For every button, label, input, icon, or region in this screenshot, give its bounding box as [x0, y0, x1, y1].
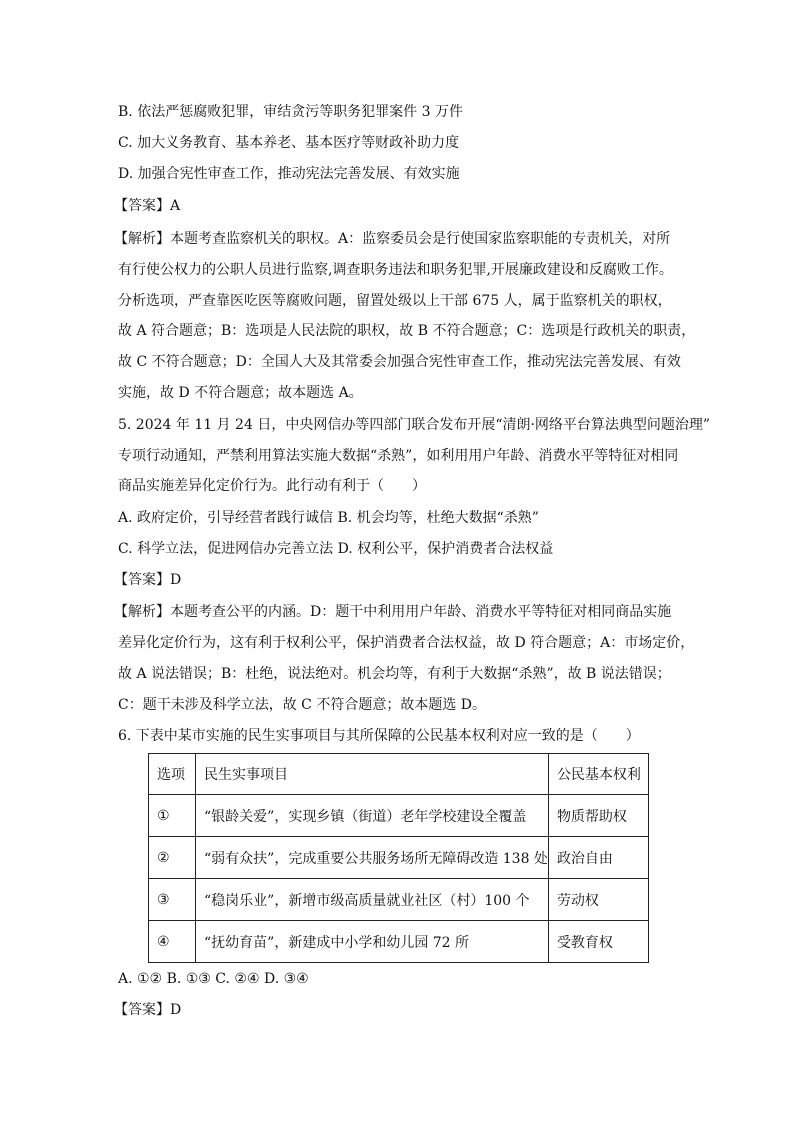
analysis-line: 故 A 说法错误；B：杜绝，说法绝对。机会均等，有利于大数据“杀熟”，故 B 说法错误；: [118, 666, 671, 682]
table-cell: 受教育权: [548, 921, 648, 963]
table-cell: 政治自由: [548, 837, 648, 879]
rights-table: [148, 753, 649, 963]
header-cell: 选项: [149, 754, 196, 795]
q5-answer: 【答案】D: [114, 572, 182, 588]
q6-answer: 【答案】D: [114, 1002, 182, 1018]
analysis-line: 故 A 符合题意；B：选项是人民法院的职权，故 B 不符合题意；C：选项是行政机关的职责，: [118, 323, 696, 339]
table-row: [149, 837, 649, 879]
table-row: [149, 879, 649, 921]
analysis-line: 有行使公权力的公职人员进行监察,调查职务违法和职务犯罪,开展廉政建设和反腐败工作。: [118, 262, 673, 278]
table-cell: ②: [149, 837, 196, 879]
analysis-line: 分析选项，严查靠医吃医等腐败问题，留置处级以上干部 675 人，属于监察机关的职权，: [118, 293, 672, 309]
table-cell: ①: [149, 795, 196, 837]
q5-options-row-1: A. 政府定价，引导经营者践行诚信 B. 机会均等，杜绝大数据“杀熟”: [118, 510, 539, 526]
analysis-line: 差异化定价行为，这有利于权利公平，保护消费者合法权益，故 D 符合题意；A：市场定价，: [118, 635, 695, 651]
q6-options: A. ①② B. ①③ C. ②④ D. ③④: [118, 971, 309, 987]
stem-line: 商品实施差异化定价行为。此行动有利于（ ）: [118, 478, 426, 494]
q4-option-d: D. 加强合宪性审查工作，推动宪法完善发展、有效实施: [118, 166, 460, 182]
stem-line: 5. 2024 年 11 月 24 日，中央网信办等四部门联合发布开展“清朗·网络平台算法典型问题治理”: [118, 417, 711, 433]
analysis-line: 【解析】本题考查公平的内涵。D：题干中利用用户年龄、消费水平等特征对相同商品实施: [114, 604, 672, 620]
table-cell: “银龄关爱”，实现乡镇（街道）老年学校建设全覆盖: [196, 795, 549, 837]
analysis-line: 【解析】本题考查监察机关的职权。A：监察委员会是行使国家监察职能的专责机关，对所: [114, 231, 671, 247]
table-cell: 劳动权: [548, 879, 648, 921]
table-row: [149, 795, 649, 837]
q5-options-row-2: C. 科学立法，促进网信办完善立法 D. 权利公平，保护消费者合法权益: [118, 541, 554, 557]
q4-answer: 【答案】A: [114, 198, 181, 214]
header-cell: 民生实事项目: [196, 754, 549, 795]
q6-stem: 6. 下表中某市实施的民生实事项目与其所保障的公民基本权利对应一致的是（ ）: [118, 728, 640, 744]
table-row: [149, 921, 649, 963]
analysis-line: 故 C 不符合题意；D：全国人大及其常委会加强合宪性审查工作，推动宪法完善发展、有效: [118, 354, 681, 370]
stem-line: 专项行动通知，严禁利用算法实施大数据“杀熟”，如利用用户年龄、消费水平等特征对相同: [118, 448, 679, 464]
analysis-line: 实施，故 D 不符合题意；故本题选 A。: [118, 385, 363, 401]
q4-option-b: B. 依法严惩腐败犯罪，审结贪污等职务犯罪案件 3 万件: [118, 104, 463, 120]
table-cell: ④: [149, 921, 196, 963]
table-cell: “弱有众扶”，完成重要公共服务场所无障碍改造 138 处: [196, 837, 549, 879]
header-cell: 公民基本权利: [548, 754, 648, 795]
table-cell: ③: [149, 879, 196, 921]
table-header-row: [149, 754, 649, 795]
table-cell: 物质帮助权: [548, 795, 648, 837]
table-cell: “稳岗乐业”，新增市级高质量就业社区（村）100 个: [196, 879, 549, 921]
q4-option-c: C. 加大义务教育、基本养老、基本医疗等财政补助力度: [118, 135, 460, 151]
analysis-line: C：题干未涉及科学立法，故 C 不符合题意；故本题选 D。: [118, 697, 486, 713]
table-cell: “抚幼育苗”，新建成中小学和幼儿园 72 所: [196, 921, 549, 963]
